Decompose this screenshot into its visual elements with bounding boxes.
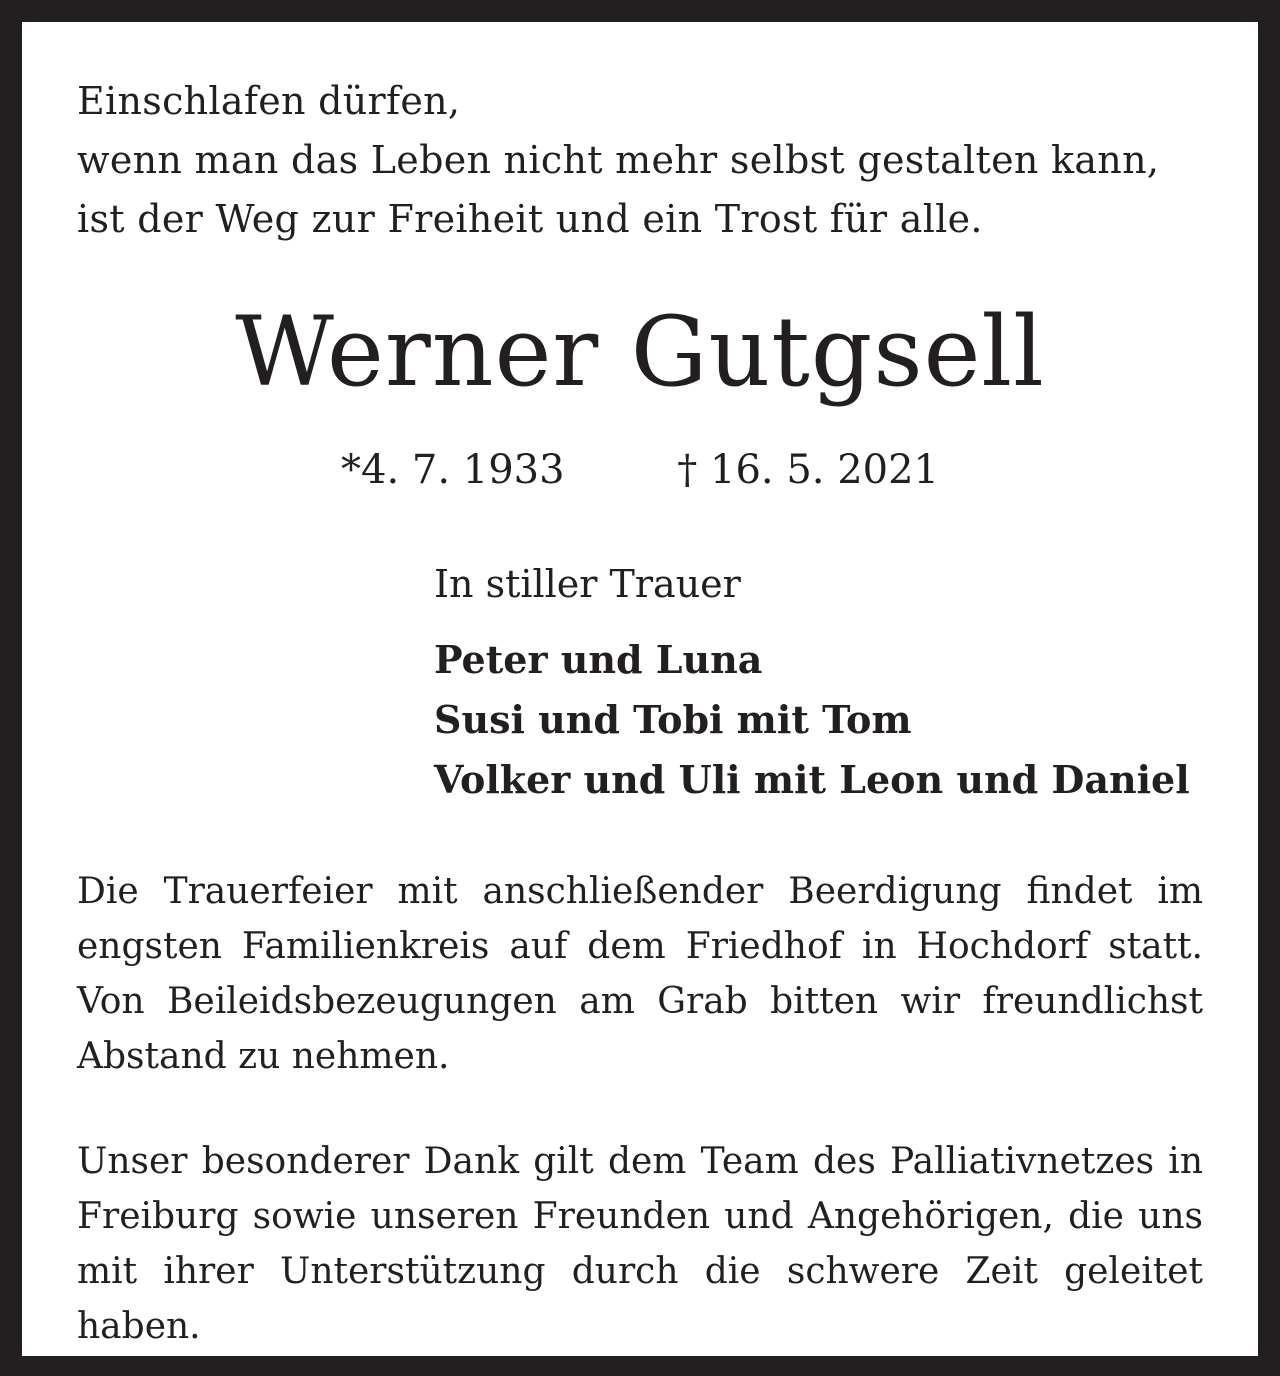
mourners-list xyxy=(434,630,1190,810)
mourner-family: Peter und Luna xyxy=(434,637,763,682)
mourner-family: Volker und Uli mit Leon und Daniel xyxy=(434,757,1190,802)
motto-line: ist der Weg zur Freiheit und ein Trost für alle. xyxy=(77,197,983,241)
motto-line: wenn man das Leben nicht mehr selbst gestalten kann, xyxy=(77,138,1160,182)
funeral-notice: Die Trauerfeier mit anschließender Beerdigung findet im engsten Familienkreis auf dem Friedhof in Hochdorf statt. Von Beileidsbezeugungen am Grab bitten wir freundlichst Abstand zu nehmen. xyxy=(77,871,1203,1077)
death-date: † 16. 5. 2021 xyxy=(677,447,939,493)
motto-line: Einschlafen dürfen, xyxy=(77,79,461,123)
obituary-card xyxy=(22,22,1258,1356)
birth-date: *4. 7. 1933 xyxy=(341,447,565,493)
mourning-intro: In stiller Trauer xyxy=(434,562,741,606)
motto-verse xyxy=(77,72,1159,249)
life-dates xyxy=(22,440,1258,500)
mourner-family: Susi und Tobi mit Tom xyxy=(434,697,912,742)
thanks-notice: Unser besonderer Dank gilt dem Team des Palliativnetzes in Freiburg sowie unseren Freunden und Angehörigen, die uns mit ihrer Unterstützung durch die schwere Zeit geleitet haben. xyxy=(77,1141,1203,1347)
deceased-name: Werner Gutgsell xyxy=(235,296,1045,408)
